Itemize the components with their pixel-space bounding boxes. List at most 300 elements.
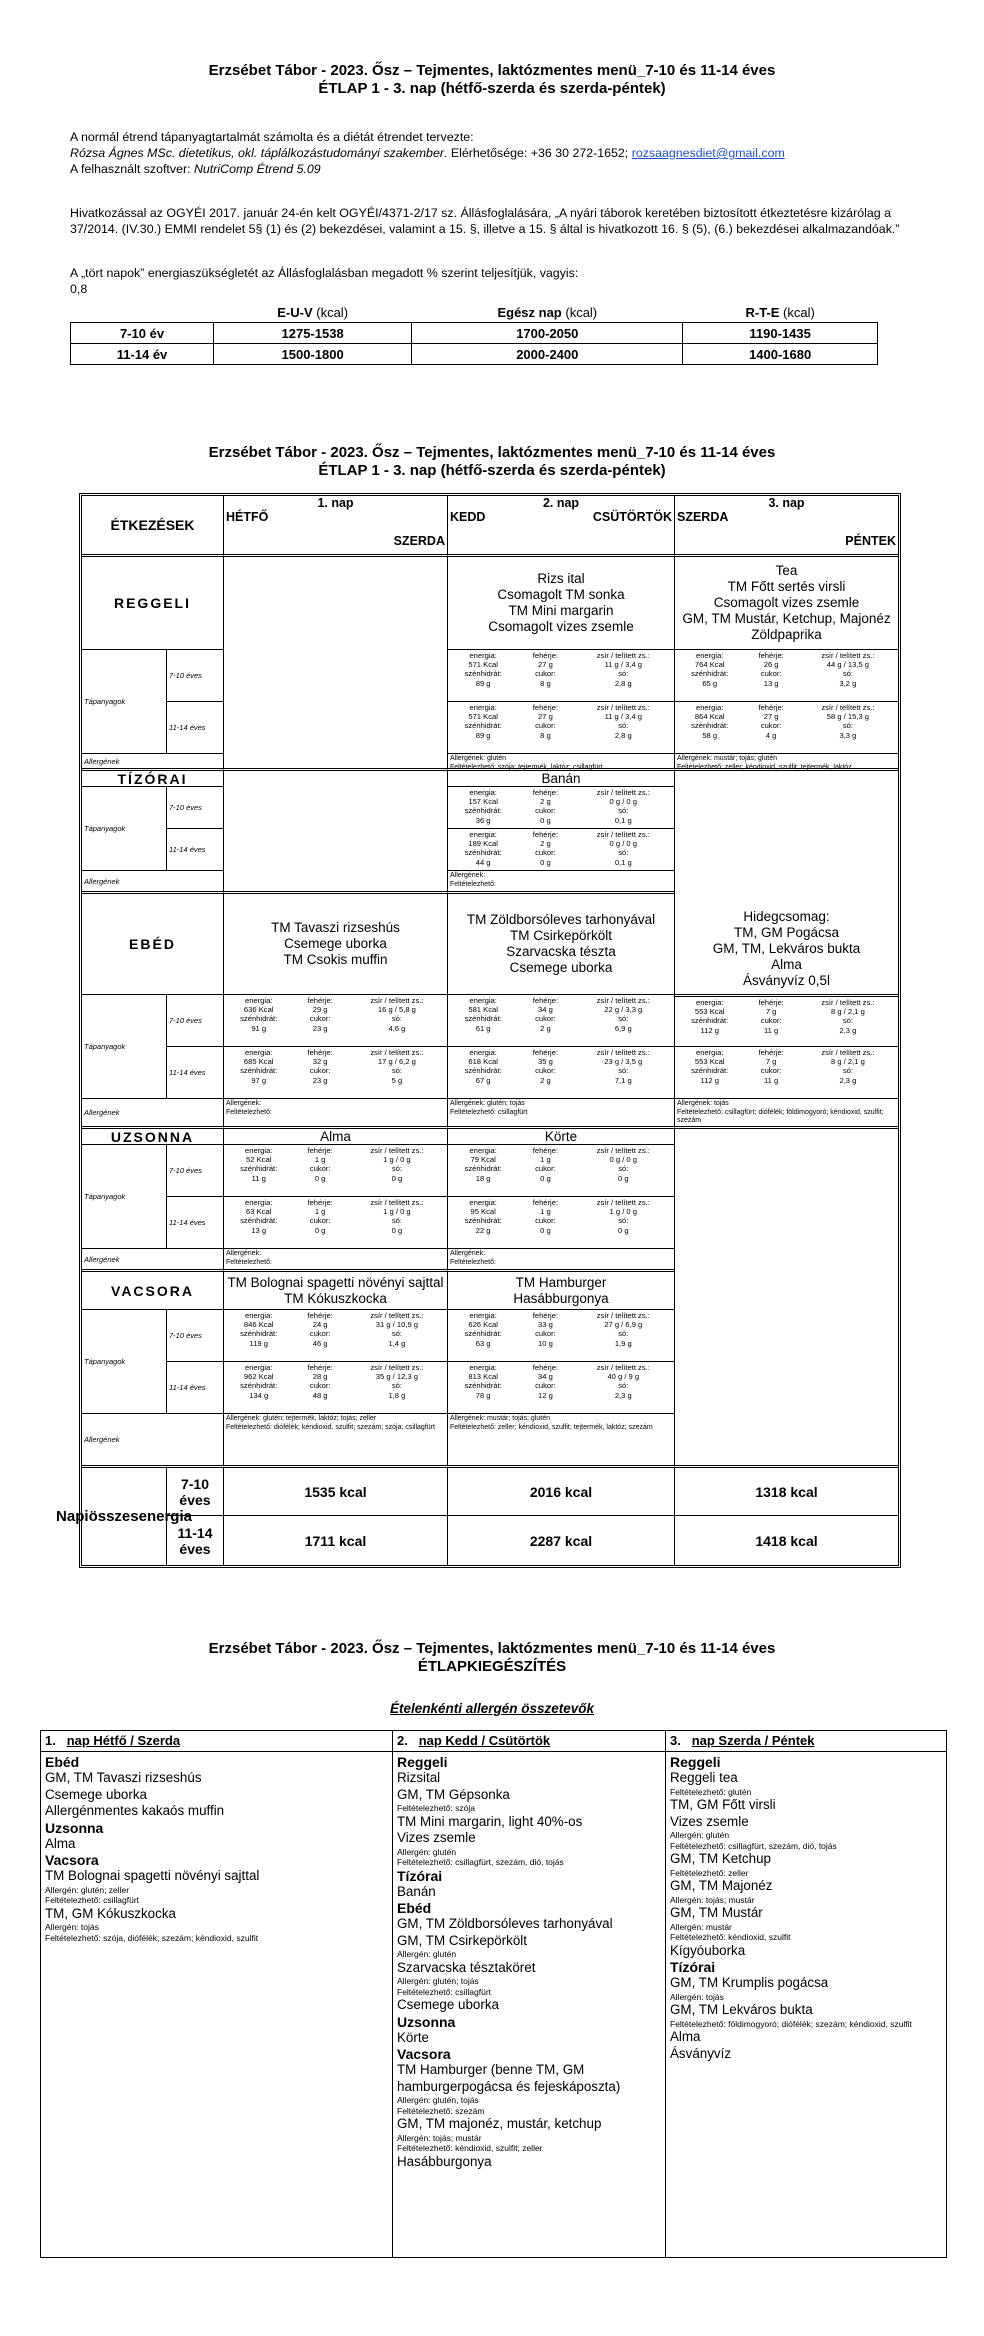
age-label: 11-14 éves bbox=[166, 1046, 223, 1098]
nutrient-value: 0 g bbox=[540, 1225, 551, 1235]
allergen-label: Allergének bbox=[82, 870, 223, 891]
allergen-note: Feltételezhető: csillagfürt, szezám, dió, tojás bbox=[397, 1857, 564, 1867]
day-name: SZERDA bbox=[393, 534, 445, 548]
meal-ebed: EBÉD bbox=[82, 891, 223, 994]
food-line: TM, GM Kókuszkocka bbox=[45, 1905, 176, 1921]
food-item: Alma bbox=[320, 1128, 351, 1144]
software-name: NutriComp Étrend 5.09 bbox=[193, 162, 321, 176]
age-label: 7-10 éves bbox=[166, 994, 223, 1046]
allergen-label: Allergének bbox=[82, 753, 223, 768]
nutrient-value: 11 g / 3,4 g bbox=[604, 660, 642, 670]
food-line: GM, TM Csirkepörkölt bbox=[397, 1932, 527, 1948]
nutrient-value: 0 g / 0 g bbox=[609, 1155, 637, 1165]
meals-header: ÉTKEZÉSEK bbox=[110, 517, 195, 533]
nutrient-value: 962 Kcal bbox=[243, 1372, 274, 1382]
nutrient-label: cukor: bbox=[760, 669, 782, 679]
nutrient-label: fehérje: bbox=[532, 1146, 559, 1155]
nutrient-value: 0 g bbox=[618, 1173, 629, 1183]
nutrient-block bbox=[223, 1361, 447, 1413]
uzsonna-day1-food bbox=[223, 1126, 447, 1144]
nutrient-label: energia: bbox=[695, 703, 724, 712]
meal-heading: Reggeli bbox=[397, 1754, 448, 1770]
day3-empty bbox=[674, 1126, 898, 1465]
nutrient-value: 685 Kcal bbox=[243, 1057, 274, 1067]
nutrient-label: zsír / telített zs.: bbox=[821, 651, 875, 660]
allergen-line: Feltételezhető: bbox=[450, 1258, 496, 1266]
nutrient-header-row bbox=[452, 721, 670, 730]
nutrient-value: 65 g bbox=[702, 678, 718, 688]
food-line: GM, TM Zöldborsóleves tarhonyával bbox=[397, 1916, 613, 1931]
nutrient-block bbox=[447, 1196, 674, 1248]
nutrient-block bbox=[447, 1144, 674, 1196]
nutrient-value: 11 g bbox=[251, 1173, 266, 1183]
nutrient-header-row bbox=[452, 1381, 670, 1390]
energy-header: R-T-E (kcal) bbox=[745, 304, 815, 320]
nutrient-label: energia: bbox=[469, 830, 497, 839]
allergen-note: Allergén: glutén; tojás bbox=[397, 1976, 479, 1986]
nutrient-label: zsír / telített zs.: bbox=[596, 1311, 650, 1320]
nutrient-value: 7 g bbox=[765, 1007, 777, 1017]
meal-uzsonna: UZSONNA bbox=[82, 1126, 223, 1144]
allergen-line: Allergének: glutén; tejtermék, laktóz; tojás; zeller bbox=[226, 1415, 377, 1422]
nutrient-block bbox=[447, 1309, 674, 1361]
energy-cell: 1500-1800 bbox=[214, 344, 412, 365]
supplement-col-head bbox=[41, 1731, 392, 1752]
day3-header bbox=[674, 496, 898, 554]
nutrient-header-row bbox=[452, 806, 670, 815]
nutrient-label: zsír / telített zs.: bbox=[370, 1198, 424, 1207]
nutrient-value: 12 g bbox=[538, 1390, 553, 1400]
nutrient-header-row bbox=[228, 1311, 443, 1320]
nutrient-value-row bbox=[228, 1005, 443, 1014]
allergen-label: Allergének bbox=[82, 1413, 223, 1465]
nutrient-label: energia: bbox=[244, 1198, 273, 1207]
nutrient-value: 18 g bbox=[475, 1173, 491, 1183]
allergen-line: Feltételezhető: csillagfürt; diófélék; földimogyoró; kéndioxid, szulfit; szezám bbox=[677, 1108, 884, 1124]
meal-heading: Tízórai bbox=[397, 1867, 443, 1884]
menu-grid bbox=[56, 493, 901, 1568]
nutrient-label: só: bbox=[391, 1066, 402, 1076]
nutrient-value: 33 g bbox=[538, 1320, 553, 1330]
day1-header bbox=[223, 496, 447, 554]
nutrient-label: szénhidrát: bbox=[240, 1014, 278, 1024]
reference-paragraph: Hivatkozással az OGYÉI 2017. január 24-én kelt OGYÉI/4371-2/17 sz. Állásfoglalására, „A nyári táborok keretében biztosított étkeztetésre kizárólag a 37/2014. (IV.30.) EMMI rendelet 5§ (1) és (2) bekezdései, valamint a 15. §, illetve a 15. § által is hivatkozott 16. § (5), (6.) bekezdései alkalmazandóak.” bbox=[70, 206, 900, 236]
total-kcal: 1711 kcal bbox=[223, 1515, 447, 1565]
allergen-note: Feltételezhető: csillagfürt, szezám, dió, tojás bbox=[670, 1840, 837, 1851]
nutrient-label: energia: bbox=[244, 996, 273, 1005]
nutrient-value-row bbox=[452, 1207, 670, 1216]
nutrient-label: zsír / telített zs.: bbox=[821, 1048, 875, 1057]
allergen-line: Allergének: glutén bbox=[450, 755, 507, 762]
allergen-info bbox=[447, 870, 674, 891]
nutrient-label: zsír / telített zs.: bbox=[370, 1146, 424, 1155]
supplement-subtitle: ÉTLAPKIEGÉSZÍTÉS bbox=[417, 1658, 567, 1675]
nutrient-value: 8 g bbox=[540, 678, 551, 688]
allergen-note: Allergén: mustár bbox=[670, 1921, 732, 1932]
food-item: Zöldpaprika bbox=[751, 627, 822, 642]
nutrient-value: 79 Kcal bbox=[470, 1155, 496, 1165]
nutrient-value: 112 g bbox=[700, 1075, 719, 1085]
nutrient-block bbox=[674, 701, 898, 753]
allergen-label: Allergének bbox=[82, 1098, 223, 1126]
nutrient-header-row bbox=[228, 1381, 443, 1390]
nutrient-header-row bbox=[452, 1014, 670, 1023]
nutrient-label: energia: bbox=[695, 998, 724, 1007]
day-name: PÉNTEK bbox=[845, 534, 896, 548]
supplement-col-2 bbox=[392, 1731, 665, 2257]
nutrient-block bbox=[223, 1309, 447, 1361]
food-line: TM Mini margarin, light 40%-os bbox=[397, 1813, 583, 1829]
nutrient-value: 2 g bbox=[540, 797, 551, 807]
energy-row bbox=[71, 323, 878, 344]
menu-subtitle: ÉTLAP 1 - 3. nap (hétfő-szerda és szerda-péntek) bbox=[318, 462, 666, 479]
nutrient-value: 7 g bbox=[765, 1057, 777, 1067]
nutrient-value: 3,3 g bbox=[839, 730, 857, 740]
nutrient-value: 17 g / 6,2 g bbox=[377, 1057, 416, 1067]
total-label-line: összes bbox=[88, 1508, 139, 1525]
nutrient-label: energia: bbox=[244, 1363, 273, 1372]
nutrient-header-row bbox=[452, 788, 670, 797]
allergen-note: Allergén: glutén bbox=[670, 1830, 730, 1840]
allergen-note: Feltételezhető: szója, diófélék; szezám; kéndioxid, szulfit bbox=[45, 1932, 259, 1943]
nutrient-value: 32 g bbox=[312, 1057, 328, 1067]
nutrient-value: 1 g bbox=[314, 1155, 326, 1165]
nutrient-value-row bbox=[452, 858, 670, 867]
nutrient-label: energia: bbox=[469, 1146, 497, 1155]
total-label-line: energia bbox=[138, 1508, 192, 1525]
nutrient-label: fehérje: bbox=[532, 1311, 559, 1320]
nutrient-block bbox=[674, 1046, 898, 1098]
meal-vacsora: VACSORA bbox=[82, 1269, 223, 1309]
nutrient-value: 2,3 g bbox=[839, 1075, 857, 1085]
food-line: Vizes zsemle bbox=[670, 1813, 749, 1829]
nutrient-value: 581 Kcal bbox=[468, 1005, 498, 1015]
nutrient-label: só: bbox=[618, 1014, 629, 1024]
nutrient-value: 2 g bbox=[540, 1075, 551, 1085]
nutrient-value: 1 g / 0 g bbox=[609, 1207, 637, 1217]
food-line: Rizsital bbox=[397, 1770, 441, 1785]
email-link[interactable]: rozsaagnesdiet@gmail.com bbox=[631, 146, 785, 160]
nutrient-header-row bbox=[679, 1066, 894, 1075]
age-cell: 7-10 év bbox=[71, 323, 214, 344]
nutrient-value: 1 g bbox=[314, 1207, 326, 1217]
nutrient-value: 0 g bbox=[540, 857, 551, 867]
nutrient-label: cukor: bbox=[309, 1066, 331, 1076]
food-item: GM, TM Mustár, Ketchup, Majonéz bbox=[682, 611, 891, 626]
nutrient-label: só: bbox=[618, 721, 629, 731]
food-line: TM Bolognai spagetti növényi sajttal bbox=[45, 1868, 260, 1883]
nutrient-value: 553 Kcal bbox=[694, 1057, 725, 1067]
nutrient-label: zsír / telített zs.: bbox=[596, 1048, 650, 1057]
total-label-line: Napi bbox=[56, 1508, 89, 1525]
nutrient-label: fehérje: bbox=[758, 703, 784, 712]
food-line: Csemege uborka bbox=[397, 1997, 499, 2012]
allergen-line: Feltételezhető: zeller; kéndioxid, szulfit; tejtermék, laktóz; szezám bbox=[450, 1423, 653, 1431]
nutrient-label: szénhidrát: bbox=[464, 1014, 502, 1024]
nutrient-value: 112 g bbox=[700, 1025, 719, 1035]
nutrient-label: szénhidrát: bbox=[464, 1164, 502, 1174]
allergen-line: Allergének: bbox=[226, 1250, 262, 1257]
nutrient-block bbox=[674, 649, 898, 701]
nutrient-label: cukor: bbox=[309, 1014, 331, 1024]
nutrient-value: 626 Kcal bbox=[468, 1320, 498, 1330]
energy-cell: 1190-1435 bbox=[683, 323, 878, 344]
col-head-text: nap Szerda / Péntek bbox=[691, 1733, 815, 1748]
nutrient-label: fehérje: bbox=[532, 1363, 559, 1372]
nutrient-label: fehérje: bbox=[307, 996, 333, 1005]
factor-value: 0,8 bbox=[70, 282, 88, 296]
allergen-line: Allergének: bbox=[226, 1100, 262, 1107]
nutrient-value: 4 g bbox=[765, 730, 777, 740]
food-item: TM Bolognai spagetti növényi sajttal bbox=[227, 1274, 444, 1290]
food-line: GM, TM Mustár bbox=[670, 1905, 763, 1920]
food-item: GM, TM, Lekváros bukta bbox=[712, 940, 861, 956]
broken-days-text: A „tört napok” energiaszükségletét az Állásfoglalásban megadott % szerint teljesítjük, vagyis: bbox=[70, 266, 579, 280]
total-kcal: 2287 kcal bbox=[447, 1515, 674, 1565]
nutrient-header-row bbox=[679, 651, 894, 660]
nutrient-value: 36 g bbox=[475, 815, 491, 825]
nutrient-label: cukor: bbox=[760, 721, 782, 731]
nutrient-label: fehérje: bbox=[307, 1311, 333, 1320]
total-age-2 bbox=[166, 1515, 223, 1565]
food-item: Csomagolt vizes zsemle bbox=[488, 619, 634, 634]
allergen-line: Feltételezhető: bbox=[450, 880, 496, 888]
nutrient-value: 28 g bbox=[312, 1372, 328, 1382]
nutrient-value: 24 g bbox=[312, 1320, 328, 1330]
uzsonna-day2-food bbox=[447, 1126, 674, 1144]
nutrient-label: energia: bbox=[244, 1146, 273, 1155]
allergen-note: Allergén: tojás; mustár bbox=[670, 1894, 755, 1905]
energy-cell: 1275-1538 bbox=[214, 323, 412, 344]
food-item: Banán bbox=[541, 770, 581, 786]
supplement-list bbox=[45, 1754, 388, 1943]
nutrient-value: 95 Kcal bbox=[470, 1207, 496, 1217]
nutrient-header-row bbox=[452, 1363, 670, 1372]
nutrient-value: 571 Kcal bbox=[468, 660, 498, 670]
nutrient-label: zsír / telített zs.: bbox=[596, 1146, 650, 1155]
nutrient-value-row bbox=[679, 731, 894, 740]
intro-planner: A normál étrend tápanyagtartalmát számolta és a diétát étrendet tervezte: bbox=[70, 130, 474, 144]
nutrient-label: szénhidrát: bbox=[464, 848, 502, 858]
nutrient-label: szénhidrát: bbox=[240, 1216, 278, 1226]
nutrient-label: só: bbox=[618, 1381, 629, 1391]
allergen-note: Feltételezhető: zeller bbox=[670, 1867, 749, 1878]
total-kcal: 1535 kcal bbox=[223, 1465, 447, 1515]
nutrient-header-row bbox=[228, 1146, 443, 1155]
nutrient-value: 27 g bbox=[538, 660, 553, 670]
nutrient-label: fehérje: bbox=[532, 788, 559, 797]
nutrient-value-row bbox=[228, 1024, 443, 1033]
food-item: Körte bbox=[544, 1128, 578, 1144]
food-item: Tea bbox=[775, 563, 798, 578]
nutrient-value: 22 g bbox=[475, 1225, 491, 1235]
nutrient-value: 40 g / 9 g bbox=[607, 1372, 640, 1382]
nutrient-label: szénhidrát: bbox=[691, 1066, 729, 1076]
food-line: GM, TM Gépsonka bbox=[397, 1786, 510, 1802]
nutrient-value-row bbox=[452, 1339, 670, 1348]
reggeli-day3-food bbox=[674, 554, 898, 649]
age-label: 7-10 éves bbox=[166, 1144, 223, 1196]
nutrient-label: cukor: bbox=[535, 721, 556, 731]
age-line: éves bbox=[179, 1540, 211, 1557]
nutrient-label: zsír / telített zs.: bbox=[596, 788, 650, 797]
nutrient-block bbox=[223, 994, 447, 1046]
nutrient-value: 5 g bbox=[391, 1075, 403, 1085]
nutrient-value: 0 g bbox=[540, 1173, 551, 1183]
meal-tizorai: TÍZÓRAI bbox=[82, 768, 223, 786]
nutrient-value-row bbox=[452, 660, 670, 669]
nutrient-label: só: bbox=[842, 669, 853, 679]
meal-heading: Uzsonna bbox=[397, 2013, 456, 2030]
nutrient-value: 0,1 g bbox=[614, 857, 632, 867]
allergen-line: Feltételezhető: bbox=[226, 1258, 272, 1266]
nutrient-label: zsír / telített zs.: bbox=[370, 1363, 424, 1372]
nutrient-label: energia: bbox=[244, 1048, 273, 1057]
food-item: Szarvacska tészta bbox=[506, 944, 616, 959]
nutrient-header-row bbox=[452, 848, 670, 857]
nutrient-label: szénhidrát: bbox=[240, 1381, 278, 1391]
nutrient-label: cukor: bbox=[309, 1216, 331, 1226]
nutrient-header-row bbox=[228, 1014, 443, 1023]
nutrient-label: energia: bbox=[469, 651, 497, 660]
allergen-line: Allergének: mustár; tojás; glutén bbox=[450, 1415, 550, 1422]
nutrient-label: cukor: bbox=[309, 1329, 331, 1339]
nutrient-label: só: bbox=[391, 1329, 402, 1339]
nutrient-value-row bbox=[679, 679, 894, 688]
nutrient-label: só: bbox=[618, 1164, 629, 1174]
nutrient-block bbox=[447, 701, 674, 753]
nutrient-value: 0 g bbox=[540, 815, 551, 825]
nutrient-header-row bbox=[452, 1048, 670, 1057]
energy-header: Egész nap (kcal) bbox=[497, 304, 598, 320]
allergen-note: Feltételezhető: szója bbox=[397, 1803, 475, 1813]
nutrient-value-row bbox=[452, 731, 670, 740]
nutrient-label: cukor: bbox=[535, 1164, 556, 1174]
nutrient-header-row bbox=[228, 1164, 443, 1173]
day-name: SZERDA bbox=[677, 510, 729, 524]
nutrient-value-row bbox=[679, 1057, 894, 1066]
nutrient-value: 63 Kcal bbox=[246, 1207, 272, 1217]
nutrient-value: 31 g / 10,9 g bbox=[375, 1320, 419, 1330]
nutrient-label: só: bbox=[618, 806, 629, 816]
nutrient-value-row bbox=[452, 1005, 670, 1014]
meal-reggeli: REGGELI bbox=[82, 554, 223, 649]
nutrient-value-row bbox=[228, 1226, 443, 1235]
nutrient-label: zsír / telített zs.: bbox=[596, 996, 650, 1005]
nutrient-value-row bbox=[679, 1026, 894, 1035]
nutrient-label: szénhidrát: bbox=[464, 669, 502, 679]
nutrient-label: só: bbox=[618, 848, 629, 858]
nutrient-label: só: bbox=[391, 1164, 402, 1174]
nutrient-label: energia: bbox=[244, 1311, 273, 1320]
food-line: TM, GM Főtt virsli bbox=[670, 1797, 776, 1812]
ebed-day1-food bbox=[223, 891, 447, 994]
nutrient-label: szénhidrát: bbox=[240, 1164, 278, 1174]
nutrient-block bbox=[447, 1361, 674, 1413]
nutrient-value: 8 g bbox=[540, 730, 551, 740]
day-name: CSÜTÖRTÖK bbox=[592, 510, 672, 524]
food-item: Csemege uborka bbox=[284, 936, 387, 951]
nutrient-value: 2 g bbox=[540, 1023, 551, 1033]
nutrient-label: só: bbox=[618, 1066, 629, 1076]
nutrient-value-row bbox=[452, 1057, 670, 1066]
nutrient-label: zsír / telített zs.: bbox=[370, 996, 424, 1005]
nutrient-value-row bbox=[228, 1339, 443, 1348]
nutrient-value-row bbox=[679, 1007, 894, 1016]
allergen-info bbox=[674, 1098, 898, 1126]
meal-heading: Ebéd bbox=[45, 1754, 80, 1770]
nutrient-value: 2,3 g bbox=[614, 1390, 632, 1400]
nutrient-label: energia: bbox=[695, 1048, 724, 1057]
nutrient-value: 58 g / 15,3 g bbox=[826, 712, 870, 722]
nutrient-value: 553 Kcal bbox=[694, 1007, 725, 1017]
nutrient-value: 636 Kcal bbox=[243, 1005, 274, 1015]
nutrient-value: 27 g / 6,9 g bbox=[604, 1320, 643, 1330]
nutrient-header-row bbox=[452, 1066, 670, 1075]
nutrient-value-row bbox=[228, 1372, 443, 1381]
nutrient-header-row bbox=[452, 996, 670, 1005]
food-line: Banán bbox=[397, 1883, 436, 1899]
nutrient-value-row bbox=[679, 1076, 894, 1085]
nutrient-label: fehérje: bbox=[532, 651, 559, 660]
nutrient-value: 23 g bbox=[312, 1075, 328, 1085]
food-item: TM Zöldborsóleves tarhonyával bbox=[466, 912, 656, 927]
nutrient-value: 44 g bbox=[475, 857, 491, 867]
age-label: 7-10 éves bbox=[166, 786, 223, 828]
nutrient-value-row bbox=[452, 839, 670, 848]
nutrient-value: 22 g / 3,3 g bbox=[604, 1005, 643, 1015]
tapanyagok-label: Tápanyagok bbox=[82, 649, 166, 753]
food-item: Csomagolt TM sonka bbox=[497, 587, 625, 602]
allergen-note: Feltételezhető: csillagfürt bbox=[45, 1895, 140, 1905]
nutrient-label: só: bbox=[618, 1329, 629, 1339]
nutrient-value: 52 Kcal bbox=[246, 1155, 272, 1165]
food-item: TM Csirkepörkölt bbox=[509, 928, 612, 943]
nutrient-value: 3,2 g bbox=[839, 678, 857, 688]
allergen-line: Feltételezhető: diófélék; kéndioxid, szulfit; szezám; szója; csillagfürt bbox=[226, 1423, 435, 1431]
nutrient-value: 2 g bbox=[540, 839, 551, 849]
allergen-note: Feltételezhető: csillagfürt bbox=[397, 1986, 492, 1997]
nutrient-label: zsír / telített zs.: bbox=[821, 998, 875, 1007]
nutrient-label: szénhidrát: bbox=[691, 1016, 729, 1026]
food-line: Vizes zsemle bbox=[397, 1830, 476, 1845]
nutrient-label: cukor: bbox=[535, 1014, 556, 1024]
nutrient-value-row bbox=[679, 712, 894, 721]
energy-cell: 2000-2400 bbox=[412, 344, 683, 365]
day-number: 3. nap bbox=[768, 496, 805, 510]
allergen-note: Allergén: glutén bbox=[397, 1949, 457, 1959]
nutrient-header-row bbox=[452, 703, 670, 712]
nutrient-label: cukor: bbox=[309, 1164, 331, 1174]
nutrient-value-row bbox=[452, 1076, 670, 1085]
allergen-note: Allergén: tojás; mustár bbox=[397, 2132, 482, 2143]
nutrient-header-row bbox=[452, 1164, 670, 1173]
total-kcal: 1318 kcal bbox=[674, 1465, 898, 1515]
allergen-info bbox=[223, 1248, 447, 1269]
allergen-note: Allergén: glutén; zeller bbox=[45, 1884, 130, 1895]
food-item: TM Kókuszkocka bbox=[284, 1290, 387, 1306]
nutrient-value-row bbox=[452, 1226, 670, 1235]
nutrient-value: 11 g bbox=[764, 1075, 779, 1085]
nutrient-label: cukor: bbox=[309, 1381, 331, 1391]
age-cell: 11-14 év bbox=[71, 344, 214, 365]
nutrient-label: cukor: bbox=[760, 1066, 782, 1076]
nutrient-label: só: bbox=[618, 1216, 629, 1226]
col-head-text: nap Hétfő / Szerda bbox=[66, 1733, 181, 1748]
nutrient-label: zsír / telített zs.: bbox=[596, 1198, 650, 1207]
meal-heading: Vacsora bbox=[45, 1852, 99, 1868]
allergen-info bbox=[223, 1098, 447, 1126]
